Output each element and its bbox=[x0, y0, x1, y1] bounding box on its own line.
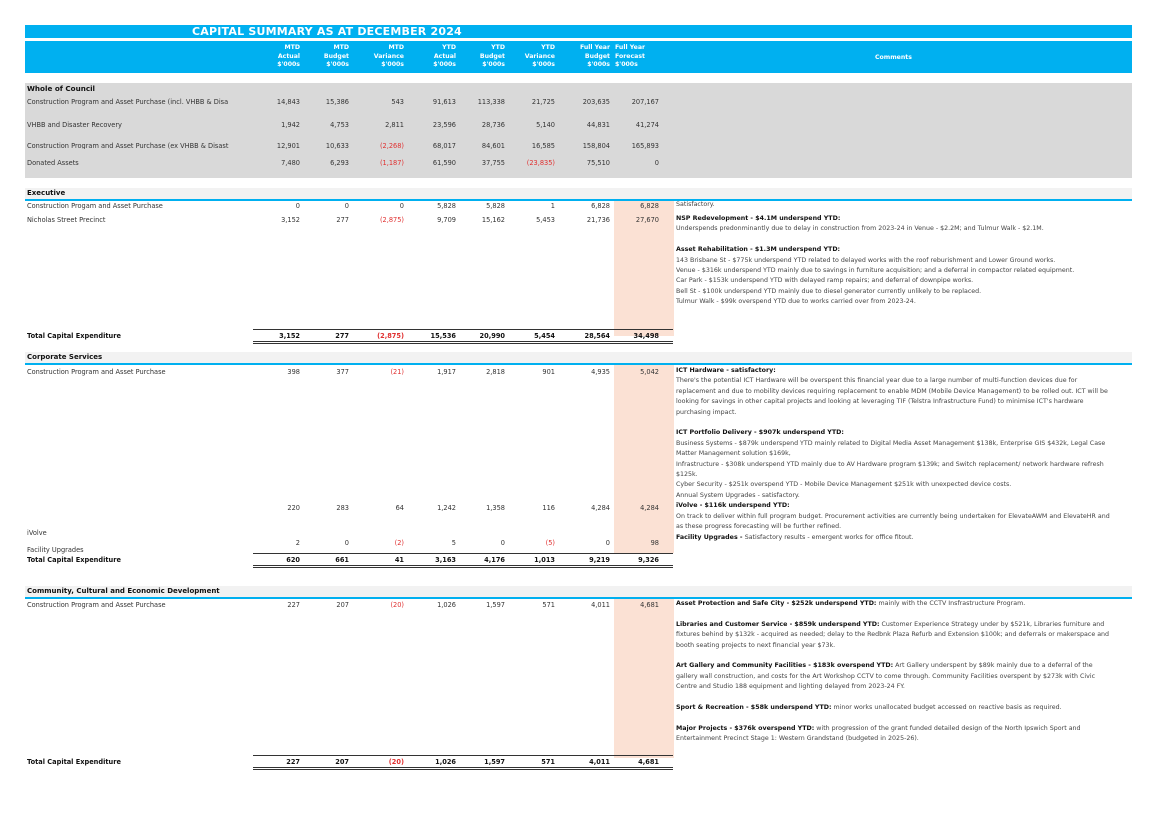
col-ytd-variance: YTD Variance $'000s bbox=[524, 44, 555, 68]
cell-value: (1,187) bbox=[379, 159, 404, 167]
cell-value: 165,893 bbox=[631, 142, 659, 149]
cell-value: 4,011 bbox=[589, 758, 610, 766]
ag-text: Art Gallery underspent by $89k mainly due to a deferral of the gallery wall construction, and costs for the Art Workshop CCTV to come through. Community Facilities overspent by $273k with Civic Centre and Studio 188 equipment and lighting delayed from 2023-24 FY. bbox=[676, 662, 1096, 691]
cell-value: 75,510 bbox=[586, 159, 610, 167]
fu-text: Satisfactory results - emergent works for office fitout. bbox=[744, 533, 914, 541]
sr-title: Sport & Recreation - $58k underspend YTD: bbox=[676, 704, 832, 712]
cell-value: 661 bbox=[335, 556, 349, 564]
cell-value: 98 bbox=[650, 539, 659, 547]
section-divider bbox=[25, 363, 1132, 365]
cell-value: 9,219 bbox=[589, 556, 610, 564]
cell-value: 5 bbox=[451, 539, 456, 547]
community-heading: Community, Cultural and Economic Development bbox=[25, 586, 1132, 597]
cell-value: 5,454 bbox=[534, 332, 555, 340]
table-row bbox=[25, 119, 685, 131]
cell-value: 277 bbox=[335, 332, 349, 340]
row-label: Construction Program and Asset Purchase bbox=[27, 368, 166, 376]
cell-value: (2,875) bbox=[377, 332, 404, 340]
ar-line: Venue - $316k underspend YTD mainly due to savings in furniture acquisition; and a deferral in compactor related equipment. bbox=[676, 267, 1075, 275]
cell-value: 4,681 bbox=[640, 601, 659, 609]
cell-value: 91,613 bbox=[432, 98, 456, 106]
ap-text: mainly with the CCTV Insfrastructure Program. bbox=[876, 600, 1026, 607]
cell-value: 4,935 bbox=[591, 368, 610, 376]
cell-value: 4,753 bbox=[330, 121, 349, 129]
report-title-bar bbox=[25, 25, 1132, 38]
cell-value: 4,284 bbox=[591, 504, 610, 512]
col-comments: Comments bbox=[875, 54, 912, 61]
mp-title: Major Projects - $376k overspend YTD: bbox=[676, 724, 815, 732]
cell-value: 203,635 bbox=[582, 98, 610, 106]
cell-value: 15,162 bbox=[481, 216, 505, 224]
table-row bbox=[25, 366, 685, 378]
cell-value: 16,585 bbox=[531, 142, 555, 149]
cell-value: 37,755 bbox=[481, 159, 505, 167]
cell-value: 377 bbox=[336, 368, 349, 376]
lc-text: Customer Experience Strategy under by $521k, Libraries furniture and fixtures behind by $132k - acquired as needed; delay to the Redbnk Plaza Refurb and Extension $100k; and deferrals or makerspace and booth seating projects to next financial year $73k. bbox=[676, 620, 1110, 649]
ar-line: 143 Brisbane St - $775k underspend YTD related to delayed works with the roof reburishment and Lower Ground works. bbox=[676, 256, 1056, 264]
cell-value: 41,274 bbox=[635, 121, 659, 129]
cell-value: 1,242 bbox=[437, 504, 456, 512]
cell-value: 0 bbox=[344, 202, 349, 210]
cell-value: 901 bbox=[542, 368, 555, 376]
cell-value: 10,633 bbox=[325, 142, 349, 149]
iv-text: On track to deliver within full program budget. Procurement activities are currently being undertaken for ElevateAWM and ElevateHR and as these progress forecasting will be further refined. bbox=[676, 512, 1110, 531]
table-row bbox=[25, 200, 685, 212]
cell-value: 28,736 bbox=[481, 121, 505, 129]
cell-value: (2,268) bbox=[379, 142, 404, 149]
cell-value: 158,804 bbox=[582, 142, 610, 149]
cell-value: 21,736 bbox=[586, 216, 610, 224]
cell-value: 571 bbox=[542, 601, 555, 609]
cell-value: 61,590 bbox=[432, 159, 456, 167]
cell-value: 3,152 bbox=[279, 332, 300, 340]
table-row bbox=[25, 214, 685, 226]
col-mtd-actual: MTD Actual $'000s bbox=[277, 44, 300, 68]
community-comments bbox=[676, 599, 1116, 745]
cell-value: 116 bbox=[542, 504, 555, 512]
cell-value: 398 bbox=[287, 368, 300, 376]
executive-heading: Executive bbox=[25, 188, 1132, 199]
cell-value: 207,167 bbox=[631, 98, 659, 106]
column-header-bar bbox=[25, 41, 1132, 73]
cell-value: 2,811 bbox=[385, 121, 404, 129]
cell-value: 207 bbox=[335, 758, 349, 766]
cell-value: 41 bbox=[394, 556, 404, 564]
cell-value: 1,917 bbox=[437, 368, 456, 376]
cell-value: 1,358 bbox=[486, 504, 505, 512]
cell-value: 571 bbox=[541, 758, 555, 766]
total-rule bbox=[253, 553, 673, 554]
whole-of-council-heading: Whole of Council bbox=[27, 84, 96, 93]
table-row bbox=[25, 502, 685, 514]
cell-value: 5,140 bbox=[536, 121, 555, 129]
cell-value: 113,338 bbox=[477, 98, 505, 106]
iv-title: iVolve - $116k underspend YTD: bbox=[676, 502, 790, 510]
cell-value: 4,284 bbox=[640, 504, 659, 512]
cell-value: 3,152 bbox=[281, 216, 300, 224]
col-fy-forecast: Full Year Forecast $'000s bbox=[615, 44, 646, 68]
cell-value: (20) bbox=[390, 601, 404, 609]
forecast-highlight bbox=[614, 598, 674, 758]
ap-title: Asset Protection and Safe City - $252k underspend YTD: bbox=[676, 600, 877, 607]
cell-value: 15,536 bbox=[430, 332, 456, 340]
cell-value: 12,901 bbox=[276, 142, 300, 149]
corp-comments bbox=[676, 366, 1116, 543]
cell-value: 5,453 bbox=[536, 216, 555, 224]
col-mtd-budget: MTD Budget $'000s bbox=[323, 44, 349, 68]
table-row bbox=[25, 96, 685, 108]
cell-value: 9,709 bbox=[437, 216, 456, 224]
cell-value: 6,828 bbox=[640, 202, 659, 210]
icp-line: Business Systems - $879k underspend YTD mainly related to Digital Media Asset Management $138k, Enterprise GIS $432k, Legal Case Matter Management solution $169k, bbox=[676, 439, 1106, 458]
mp-text: with progression of the grant funded detailed design of the North Ipswich Sport and Entertainment Precinct Stage 1: Western Grandstand (budgeted in 2025-26). bbox=[676, 724, 1081, 743]
nsp-text: Underspends predonminantly due to delay in construction from 2023-24 in Venue - $2.2M; and Tulmur Walk - $2.1M. bbox=[676, 225, 1044, 233]
row-label: Construction Program and Asset Purchase (incl. VHBB & Disa bbox=[27, 98, 229, 106]
cell-value: 23,596 bbox=[432, 121, 456, 129]
cell-value: 1,026 bbox=[435, 758, 456, 766]
cell-value: 220 bbox=[287, 504, 300, 512]
cell-value: 21,725 bbox=[531, 98, 555, 106]
cell-value: 15,386 bbox=[325, 98, 349, 106]
cell-value: 5,828 bbox=[486, 202, 505, 210]
row-label: Total Capital Expenditure bbox=[27, 332, 121, 340]
fu-title: Facility Upgrades - bbox=[676, 533, 745, 541]
cell-value: 543 bbox=[391, 98, 404, 106]
cell-value: 4,176 bbox=[484, 556, 505, 564]
cell-value: 6,828 bbox=[591, 202, 610, 210]
cell-value: 0 bbox=[605, 539, 610, 547]
total-double-rule bbox=[253, 341, 673, 344]
cell-value: (2,875) bbox=[379, 216, 404, 224]
total-double-rule bbox=[253, 565, 673, 568]
cell-value: 4,011 bbox=[591, 601, 610, 609]
cell-value: 0 bbox=[500, 539, 505, 547]
cell-value: 34,498 bbox=[633, 332, 659, 340]
sr-text: minor works unallocated budget accessed on reactive basis as required. bbox=[831, 704, 1062, 712]
row-label: Construction Program and Asset Purchase (ex VHBB & Disast bbox=[27, 142, 229, 149]
cell-value: 5,042 bbox=[640, 368, 659, 376]
cell-value: 620 bbox=[286, 556, 300, 564]
cell-value: 0 bbox=[654, 159, 659, 167]
row-label: Facility Upgrades bbox=[27, 546, 84, 554]
icp-line: Annual System Upgrades - satisfactory. bbox=[676, 491, 800, 499]
corporate-heading: Corporate Services bbox=[25, 352, 1132, 363]
table-row bbox=[25, 140, 685, 149]
ict-text: There's the potential ICT Hardware will be overspent this financial year due to a large number of multi-function devices due for replacement and due to mobility devices requiring replacement to enable MDM (Mobile Device Management) to be rolled out. ICT will be looking for savings in other capital projects and looking at leveraging TIF (Telstra Infrastructure Fund) to minimise ICT's hardware purchasing impact. bbox=[676, 377, 1108, 416]
cell-value: 6,293 bbox=[330, 159, 349, 167]
cell-value: 283 bbox=[336, 504, 349, 512]
row-label: Total Capital Expenditure bbox=[27, 556, 121, 564]
cell-value: 68,017 bbox=[432, 142, 456, 149]
nsp-title: NSP Redevelopment - $4.1M underspend YTD: bbox=[676, 215, 841, 222]
forecast-highlight bbox=[614, 365, 674, 553]
ar-line: Car Park - $153k underspend YTD with delayed ramp repairs; and deferral of downpipe works. bbox=[676, 277, 974, 285]
row-label: Donated Assets bbox=[27, 159, 79, 167]
table-row bbox=[25, 157, 685, 169]
cell-value: 227 bbox=[287, 601, 300, 609]
row-label: iVolve bbox=[27, 529, 47, 537]
cell-value: 227 bbox=[286, 758, 300, 766]
cell-value: (20) bbox=[388, 758, 404, 766]
cell-value: 0 bbox=[344, 539, 349, 547]
cell-value: 1,013 bbox=[534, 556, 555, 564]
cell-value: (23,835) bbox=[526, 159, 555, 167]
exec-comment-nsp bbox=[676, 214, 1116, 308]
cell-value: 2,818 bbox=[486, 368, 505, 376]
cell-value: (5) bbox=[545, 539, 555, 547]
total-double-rule bbox=[253, 767, 673, 770]
cell-value: 3,163 bbox=[435, 556, 456, 564]
row-label: Construction Progam and Asset Purchase bbox=[27, 202, 163, 210]
cell-value: 4,681 bbox=[638, 758, 659, 766]
cell-value: 2 bbox=[295, 539, 300, 547]
cell-value: 277 bbox=[336, 216, 349, 224]
row-label: Nicholas Street Precinct bbox=[27, 216, 106, 224]
ict-title: ICT Hardware - satisfactory: bbox=[676, 367, 776, 374]
cell-value: 1,026 bbox=[437, 601, 456, 609]
col-fy-budget: Full Year Budget $'000s bbox=[579, 44, 610, 68]
cell-value: 1,597 bbox=[484, 758, 505, 766]
lc-title: Libraries and Customer Service - $859k underspend YTD: bbox=[676, 620, 880, 628]
cell-value: 7,480 bbox=[281, 159, 300, 167]
row-label: Total Capital Expenditure bbox=[27, 758, 121, 766]
cell-value: 0 bbox=[399, 202, 404, 210]
table-row bbox=[25, 599, 685, 611]
ar-line: Tulmur Walk - $99k overspend YTD due to works carried over from 2023-24. bbox=[676, 298, 916, 306]
col-mtd-variance: MTD Variance $'000s bbox=[373, 44, 404, 68]
cell-value: (2) bbox=[394, 539, 404, 547]
cell-value: 27,670 bbox=[635, 216, 659, 224]
ag-title: Art Gallery and Community Facilities - $183k overspend YTD: bbox=[676, 662, 894, 670]
ar-title: Asset Rehabilitation - $1.3M underspend YTD: bbox=[676, 246, 841, 254]
row-label: VHBB and Disaster Recovery bbox=[27, 121, 122, 129]
cell-value: 5,828 bbox=[437, 202, 456, 210]
cell-value: 20,990 bbox=[479, 332, 505, 340]
cell-value: 44,831 bbox=[586, 121, 610, 129]
icp-line: Infrastructure - $308k underspend YTD mainly due to AV Hardware program $139k; and Switch replacement/ network hardware refresh $125k. bbox=[676, 460, 1104, 479]
ar-line: Bell St - $100k underspend YTD mainly due to diesel generator currently unlikely to be replaced. bbox=[676, 287, 982, 295]
icp-title: ICT Portfolio Delivery - $907k underspend YTD: bbox=[676, 429, 844, 437]
total-rule bbox=[253, 755, 673, 756]
col-ytd-actual: YTD Actual $'000s bbox=[433, 44, 456, 68]
cell-value: 1,597 bbox=[486, 601, 505, 609]
exec-comment-1: Satisfactory. bbox=[676, 201, 715, 208]
cell-value: 64 bbox=[395, 504, 404, 512]
cell-value: 14,843 bbox=[276, 98, 300, 106]
cell-value: 9,326 bbox=[638, 556, 659, 564]
cell-value: (21) bbox=[390, 368, 404, 376]
report-title: CAPITAL SUMMARY AS AT DECEMBER 2024 bbox=[192, 25, 462, 38]
table-row bbox=[25, 537, 685, 554]
total-rule bbox=[253, 329, 673, 330]
cell-value: 28,564 bbox=[584, 332, 610, 340]
icp-line: Cyber Security - $251k overspend YTD - Mobile Device Management $251k with unexpected device costs. bbox=[676, 481, 1012, 489]
cell-value: 1,942 bbox=[281, 121, 300, 129]
cell-value: 84,601 bbox=[481, 142, 505, 149]
cell-value: 207 bbox=[336, 601, 349, 609]
cell-value: 0 bbox=[295, 202, 300, 210]
cell-value: 1 bbox=[550, 202, 555, 210]
col-ytd-budget: YTD Budget $'000s bbox=[479, 44, 505, 68]
row-label: Construction Program and Asset Purchase bbox=[27, 601, 166, 609]
